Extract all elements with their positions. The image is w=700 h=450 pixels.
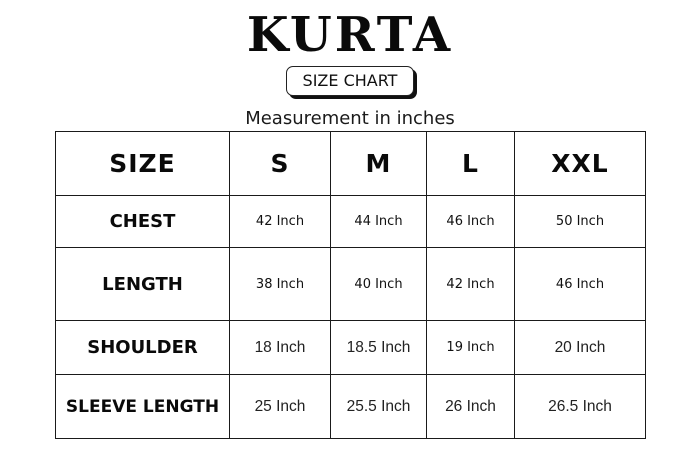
shoulder-m-value: 18.5 Inch: [331, 321, 427, 375]
header-size-l: L: [427, 132, 515, 196]
row-label-chest: CHEST: [56, 196, 230, 248]
chest-m-value: 44 Inch: [331, 196, 427, 248]
length-m-value: 40 Inch: [331, 248, 427, 321]
length-s-value: 38 Inch: [230, 248, 331, 321]
header-size-s: S: [230, 132, 331, 196]
table-header-row: [56, 132, 646, 196]
row-label-sleeve-length: SLEEVE LENGTH: [56, 375, 230, 439]
header-size-label: SIZE: [56, 132, 230, 196]
table-row-shoulder: [56, 321, 646, 375]
row-label-length: LENGTH: [56, 248, 230, 321]
table-row-sleeve-length: [56, 375, 646, 439]
sleeve-length-s-value: 25 Inch: [230, 375, 331, 439]
chest-l-value: 46 Inch: [427, 196, 515, 248]
table-row-chest: [56, 196, 646, 248]
shoulder-s-value: 18 Inch: [230, 321, 331, 375]
length-l-value: 42 Inch: [427, 248, 515, 321]
size-chart-table: [55, 131, 646, 439]
shoulder-xxl-value: 20 Inch: [515, 321, 646, 375]
sleeve-length-m-value: 25.5 Inch: [331, 375, 427, 439]
page-title: KURTA: [246, 7, 454, 63]
sleeve-length-xxl-value: 26.5 Inch: [515, 375, 646, 439]
chest-xxl-value: 50 Inch: [515, 196, 646, 248]
size-chart-badge: SIZE CHART: [286, 66, 414, 96]
length-xxl-value: 46 Inch: [515, 248, 646, 321]
chest-s-value: 42 Inch: [230, 196, 331, 248]
header-size-m: M: [331, 132, 427, 196]
shoulder-l-value: 19 Inch: [427, 321, 515, 375]
sleeve-length-l-value: 26 Inch: [427, 375, 515, 439]
measurement-subtitle: Measurement in inches: [245, 108, 455, 129]
table-row-length: [56, 248, 646, 321]
header-size-xxl: XXL: [515, 132, 646, 196]
row-label-shoulder: SHOULDER: [56, 321, 230, 375]
